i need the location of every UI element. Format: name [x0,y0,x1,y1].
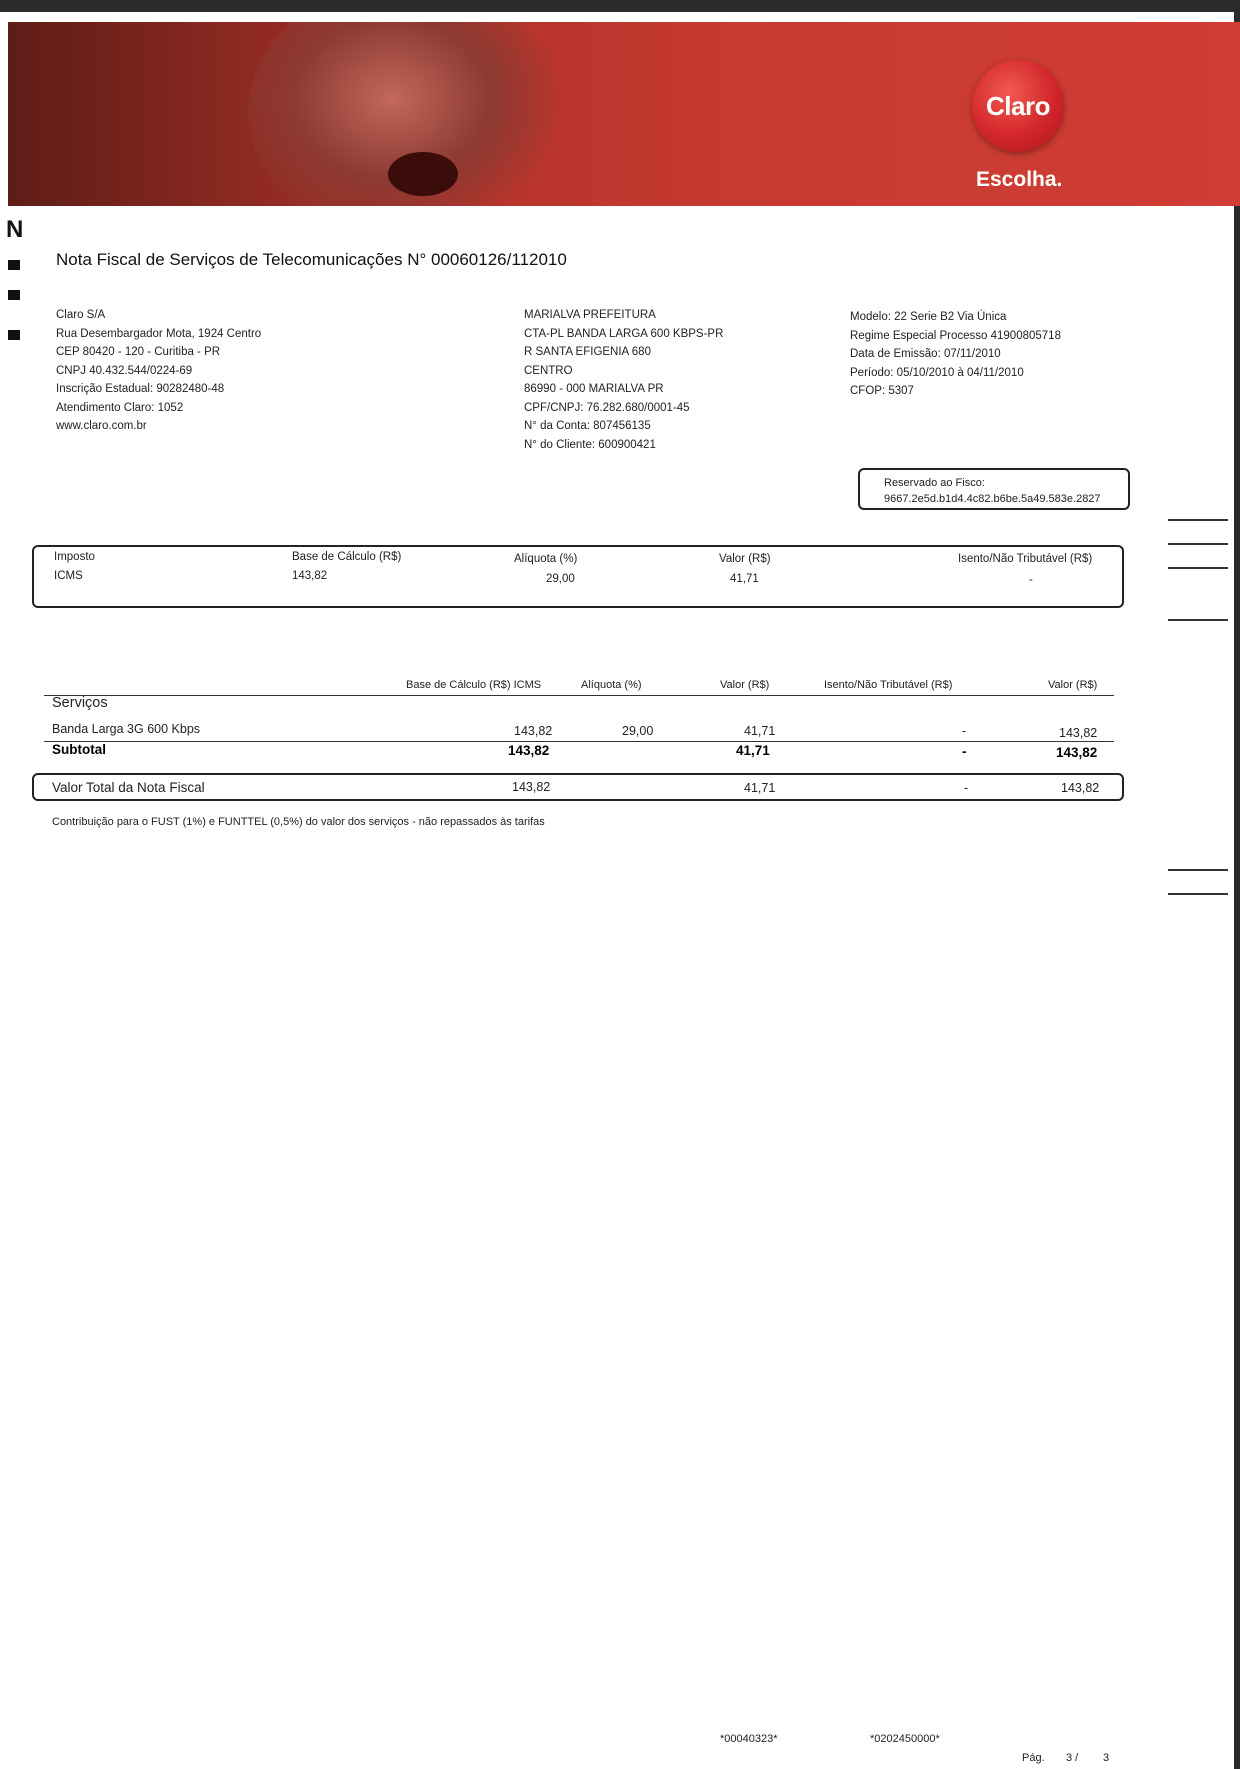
subtotal-label: Subtotal [52,742,106,757]
grand-total-label: Valor Total da Nota Fiscal [52,780,205,795]
service-row-isento: - [962,724,967,738]
services-header-total: Valor (R$) [1048,679,1098,691]
edge-dash [1168,869,1228,871]
subtotal-base: 143,82 [508,743,550,758]
issuer-line: Claro S/A [56,309,106,321]
customer-line: N° da Conta: 807456135 [524,420,651,432]
scan-right-edge [1234,0,1240,1769]
page-number: 3 / [1066,1752,1079,1764]
edge-dash [1168,619,1228,621]
grand-total-isento: - [964,781,969,795]
services-section-label: Serviços [52,695,108,711]
customer-line: CTA-PL BANDA LARGA 600 KBPS-PR [524,327,724,340]
service-row-base: 143,82 [514,724,553,738]
footer-code-2: *0202450000* [870,1733,940,1745]
issuer-block [56,306,261,436]
subtotal-isento: - [962,744,967,759]
tax-cell-valor: 41,71 [730,573,759,585]
tax-cell-imposto: ICMS [54,570,83,582]
invoice-info-line: CFOP: 5307 [850,385,914,397]
tax-header-aliquota: Alíquota (%) [514,553,578,565]
issuer-line: CNPJ 40.432.544/0224-69 [56,364,193,377]
invoice-info-line: Período: 05/10/2010 à 04/11/2010 [850,366,1024,379]
tax-header-valor: Valor (R$) [719,553,771,565]
edge-mark-slash: N [6,216,24,243]
service-row-total: 143,82 [1059,726,1098,740]
edge-dash [1168,893,1228,895]
subtotal-total: 143,82 [1056,745,1098,760]
customer-line: CPF/CNPJ: 76.282.680/0001-45 [524,401,690,414]
service-row-rule [44,741,1114,742]
service-row-aliquota: 29,00 [622,724,654,738]
tax-cell-aliquota: 29,00 [546,573,575,585]
issuer-line: Rua Desembargador Mota, 1924 Centro [56,327,262,340]
service-row-valor: 41,71 [744,724,776,738]
fisco-label: Reservado ao Fisco: [884,477,985,489]
footer-code-1: *00040323* [720,1733,778,1745]
edge-dash [1168,543,1228,545]
service-row-desc: Banda Larga 3G 600 Kbps [52,722,201,736]
grand-total-box [32,773,1124,801]
invoice-info-block [850,308,1061,401]
edge-mark [8,290,20,300]
services-header-aliquota: Alíquota (%) [581,679,642,691]
grand-total-total: 143,82 [1061,781,1100,795]
edge-dash [1168,519,1228,521]
fisco-reserved-box [858,468,1130,510]
issuer-line: Inscrição Estadual: 90282480-48 [56,383,225,395]
document-title: Nota Fiscal de Serviços de Telecomunicações N° 00060126/112010 [56,250,567,269]
scan-top-edge [0,0,1240,12]
tax-cell-base: 143,82 [292,570,328,582]
edge-mark [8,260,20,270]
logo-text: Claro [986,90,1050,121]
edge-dash [1168,567,1228,569]
customer-line: R SANTA EFIGENIA 680 [524,346,651,358]
tax-header-isento: Isento/Não Tributável (R$) [958,553,1093,565]
claro-logo [972,60,1064,152]
tax-header-base: Base de Cálculo (R$) [292,551,402,563]
banner-photo-detail [388,152,458,196]
issuer-line: Atendimento Claro: 1052 [56,401,184,414]
page-label: Pág. [1022,1752,1045,1764]
tax-cell-isento: - [1029,574,1033,586]
fisco-code: 9667.2e5d.b1d4.4c82.b6be.5a49.583e.2827 [884,493,1101,505]
services-header-base: Base de Cálculo (R$) ICMS [406,679,542,691]
tax-header-imposto: Imposto [54,551,95,563]
invoice-info-line: Modelo: 22 Serie B2 Via Única [850,311,1007,323]
services-header-rule [44,695,1114,696]
invoice-info-line: Regime Especial Processo 41900805718 [850,329,1061,342]
customer-line: N° do Cliente: 600900421 [524,438,656,451]
subtotal-valor: 41,71 [736,743,770,758]
issuer-line: CEP 80420 - 120 - Curitiba - PR [56,346,221,358]
page-total: 3 [1103,1752,1110,1764]
services-header-isento: Isento/Não Tributável (R$) [824,679,953,691]
banner-tagline: Escolha. [976,168,1063,191]
services-header-valor: Valor (R$) [720,679,770,691]
customer-block [524,306,723,454]
tax-summary-box [32,545,1124,608]
grand-total-base: 143,82 [512,780,551,794]
customer-line: 86990 - 000 MARIALVA PR [524,383,664,395]
edge-mark [8,330,20,340]
customer-line: MARIALVA PREFEITURA [524,309,656,321]
grand-total-valor: 41,71 [744,781,776,795]
invoice-info-line: Data de Emissão: 07/11/2010 [850,348,1001,360]
customer-line: CENTRO [524,364,573,377]
issuer-line: www.claro.com.br [56,420,147,432]
header-banner [8,22,1240,206]
fust-funttel-note: Contribuição para o FUST (1%) e FUNTTEL (0,5%) do valor dos serviços - não repassados às tarifas [52,816,545,828]
